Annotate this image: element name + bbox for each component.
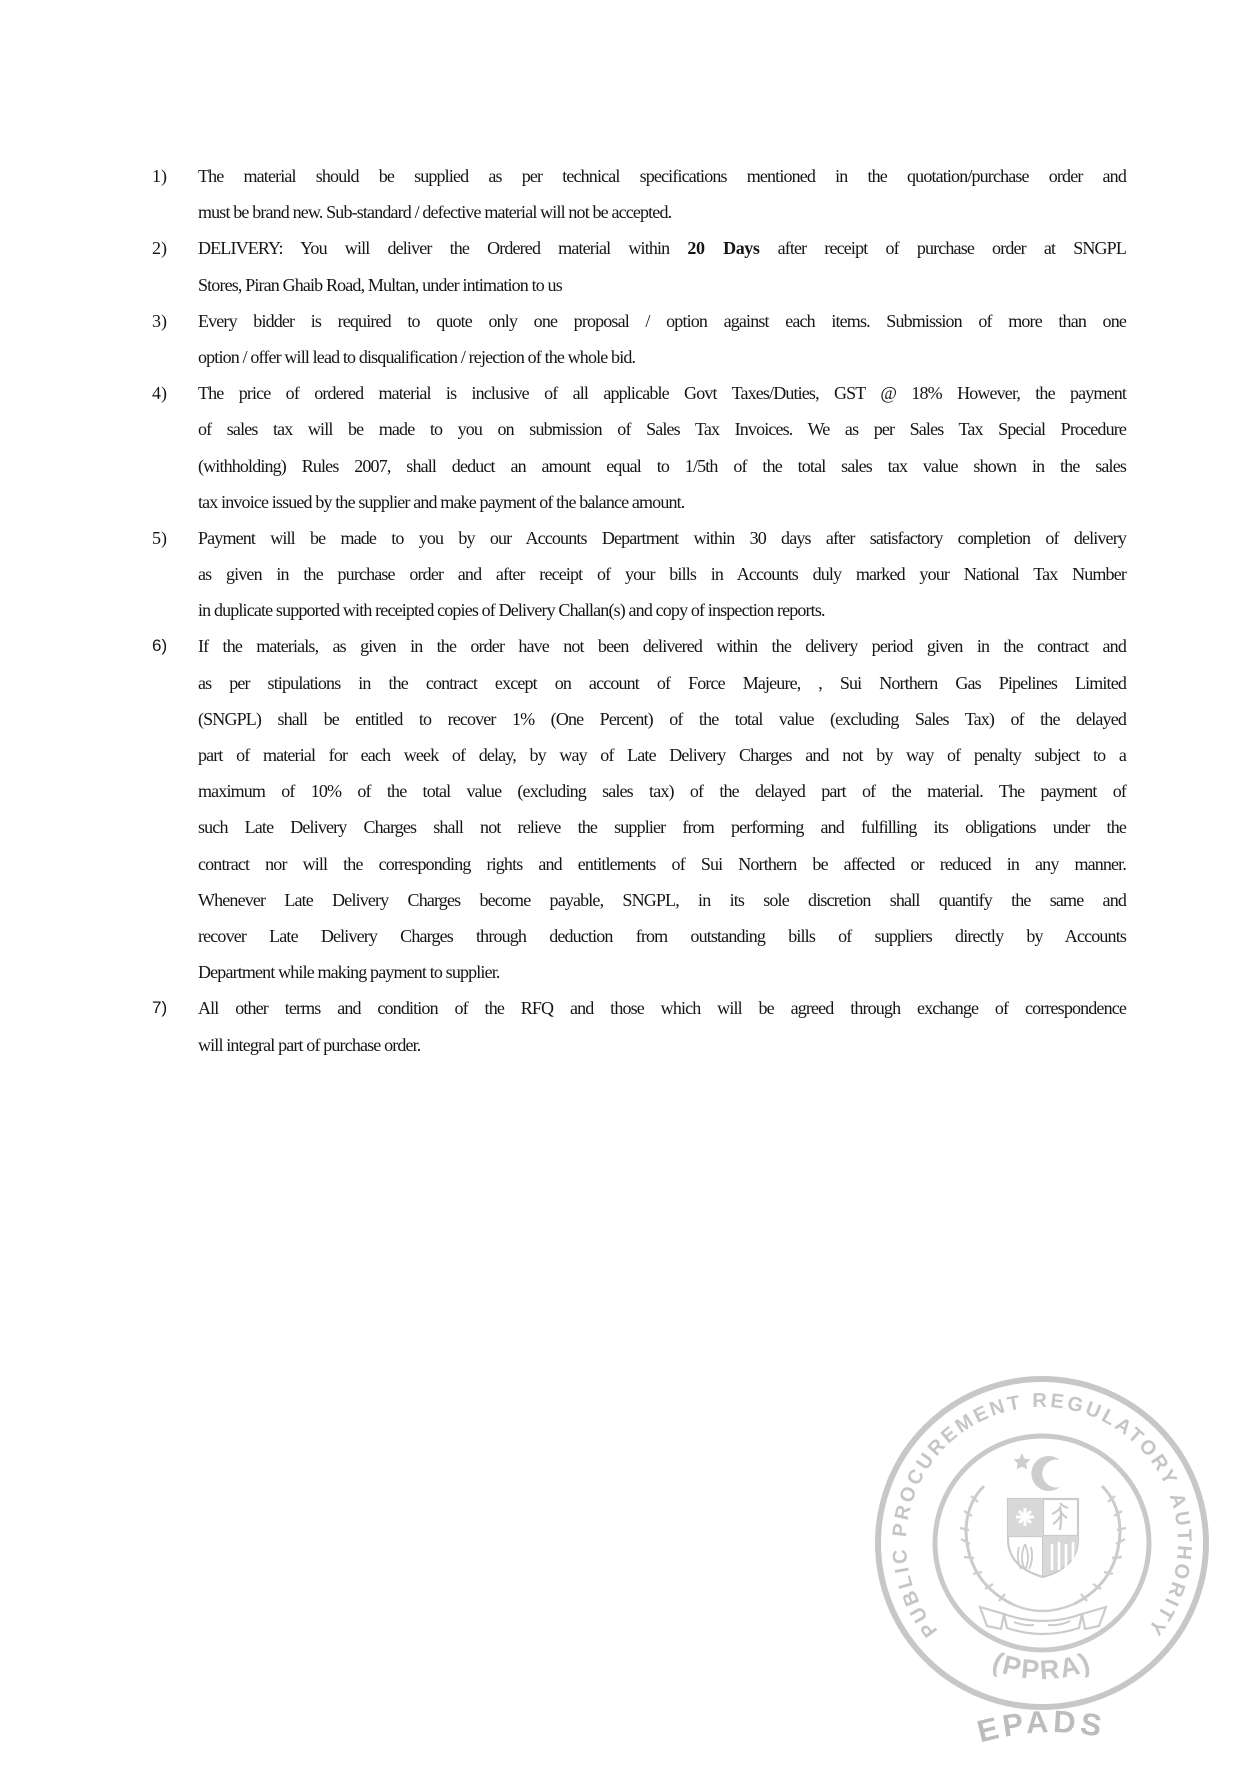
term-text-segment: tax invoice issued by the supplier and make payment of the balance amount. [198, 491, 685, 512]
term-text-line [198, 230, 1126, 266]
terms-list-item [152, 158, 1126, 230]
term-text-segment: Whenever Late Delivery Charges become payable, SNGPL, in its sole discretion shall quantify the same and [198, 889, 1126, 910]
term-text-segment: must be brand new. Sub-standard / defective material will not be accepted. [198, 202, 672, 223]
terms-list-item [152, 230, 1126, 302]
term-text-segment: after receipt of purchase order at SNGPL [759, 238, 1126, 259]
term-text-segment: Stores, Piran Ghaib Road, Multan, under intimation to us [198, 274, 562, 295]
term-text-line [198, 846, 1126, 882]
term-text-line [198, 737, 1126, 773]
term-text-segment: All other terms and condition of the RFQ and those which will be agreed through exchange of correspondence [198, 998, 1126, 1019]
term-text-segment: Department while making payment to supplier. [198, 962, 500, 983]
term-text-segment: maximum of 10% of the total value (excluding sales tax) of the delayed part of the material. The payment of [198, 781, 1126, 802]
term-text-line [198, 194, 1126, 230]
seal-ring-text: PUBLIC PROCUREMENT REGULATORY AUTHORITY [888, 1389, 1196, 1642]
term-text-segment: in duplicate supported with receipted copies of Delivery Challan(s) and copy of inspection reports. [198, 600, 825, 621]
term-item-number: 4) [152, 383, 167, 404]
terms-list [152, 158, 1126, 1063]
term-item-number: 3) [152, 310, 167, 331]
ppra-watermark-seal [862, 1368, 1222, 1768]
seal-ppra-text: (PPRA) [988, 1646, 1096, 1686]
term-text-line [198, 990, 1126, 1026]
term-text-segment: contract nor will the corresponding rights and entitlements of Sui Northern be affected or reduced in any manner. [198, 853, 1126, 874]
term-text-line [198, 339, 1126, 375]
term-text-line [198, 556, 1126, 592]
term-text-segment: recover Late Delivery Charges through deduction from outstanding bills of suppliers directly by Accounts [198, 925, 1126, 946]
term-text-segment: The price of ordered material is inclusive of all applicable Govt Taxes/Duties, GST @ 18% However, the payment [198, 383, 1126, 404]
term-text-line [198, 1027, 1126, 1063]
term-text-line [198, 448, 1126, 484]
term-text-segment: will integral part of purchase order. [198, 1034, 421, 1055]
term-item-number: 5) [152, 527, 167, 548]
term-text-line [198, 665, 1126, 701]
term-text-line [198, 809, 1126, 845]
term-text-segment: as per stipulations in the contract except on account of Force Majeure, , Sui Northern Gas Pipelines Limited [198, 672, 1126, 693]
term-text-segment: Payment will be made to you by our Accounts Department within 30 days after satisfactory completion of delivery [198, 527, 1126, 548]
term-item-number: 1) [152, 166, 167, 186]
terms-list-item [152, 303, 1126, 375]
term-text-segment: Every bidder is required to quote only one proposal / option against each items. Submission of more than one [198, 310, 1126, 331]
term-text-segment: such Late Delivery Charges shall not relieve the supplier from performing and fulfilling its obligations under the [198, 817, 1126, 838]
term-text-line [198, 411, 1126, 447]
terms-list-item [152, 628, 1126, 990]
term-item-number: 7) [152, 998, 168, 1018]
terms-list-item [152, 520, 1126, 629]
term-text-line [198, 592, 1126, 628]
term-text-line [198, 375, 1126, 411]
term-text-line [198, 303, 1126, 339]
term-item-number: 6) [152, 636, 168, 656]
terms-list-item [152, 375, 1126, 520]
term-text-segment: DELIVERY: You will deliver the Ordered material within [198, 238, 688, 259]
term-bold-segment: 20 Days [687, 238, 760, 259]
pakistan-emblem-icon [960, 1453, 1126, 1634]
term-text-line [198, 520, 1126, 556]
term-text-line [198, 918, 1126, 954]
term-text-line [198, 267, 1126, 303]
term-text-segment: part of material for each week of delay, by way of Late Delivery Charges and not by way of penalty subject to a [198, 745, 1126, 765]
term-text-line [198, 954, 1126, 990]
epads-caption: EPADS [973, 1703, 1108, 1750]
term-text-segment: as given in the purchase order and after receipt of your bills in Accounts duly marked your National Tax Number [198, 564, 1126, 585]
term-text-segment: option / offer will lead to disqualification / rejection of the whole bid. [198, 346, 636, 367]
term-text-segment: The material should be supplied as per technical specifications mentioned in the quotation/purchase order and [198, 166, 1126, 186]
term-item-number: 2) [152, 238, 167, 259]
term-text-segment: of sales tax will be made to you on submission of Sales Tax Invoices. We as per Sales Tax Special Procedure [198, 419, 1126, 440]
term-text-segment: (withholding) Rules 2007, shall deduct an amount equal to 1/5th of the total sales tax value shown in the sales [198, 455, 1126, 476]
term-text-line [198, 882, 1126, 918]
term-text-line [198, 628, 1126, 664]
term-text-line [198, 773, 1126, 809]
term-text-line [198, 701, 1126, 737]
terms-list-item [152, 990, 1126, 1062]
term-text-line [198, 484, 1126, 520]
term-text-line [198, 158, 1126, 194]
term-text-segment: If the materials, as given in the order have not been delivered within the delivery period given in the contract and [198, 636, 1126, 657]
term-text-segment: (SNGPL) shall be entitled to recover 1% (One Percent) of the total value (excluding Sales Tax) of the delayed [198, 708, 1126, 729]
